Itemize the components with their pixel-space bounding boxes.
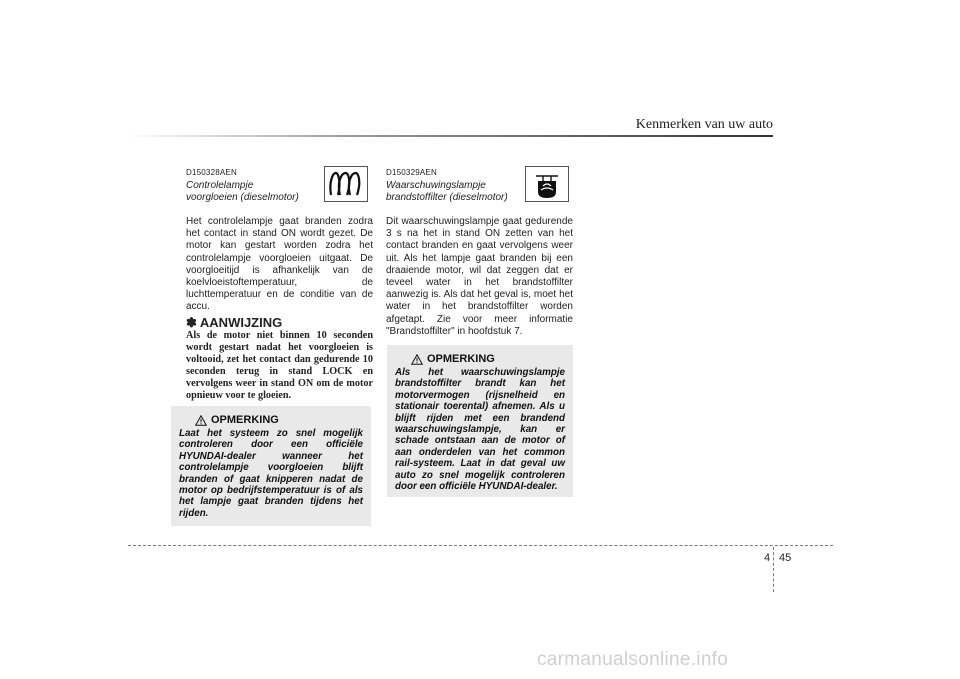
footer-rule [128,545,833,546]
section-code: D150328AEN [186,168,237,177]
page-header-title: Kenmerken van uw auto [635,117,773,132]
section-subtitle-line: brandstoffilter (dieselmotor) [386,192,508,203]
glow-plug-icon [324,166,368,202]
caution-text: Laat het systeem zo snel mogelijk controleren door een officiële HYUNDAI-dealer wanneer het controlelampje voorgloeien blijft branden of gaat knipperen nadat de motor op bedrijfstemperatuur is of als het lampje gaat branden tijdens het rijden. [179,428,363,519]
page-number-separator [773,547,774,592]
note-heading-label: AANWIJZING [199,315,283,330]
section-subtitle-line: Waarschuwingslampje [386,180,486,191]
fuel-filter-icon [525,166,569,202]
note-body: Als de motor niet binnen 10 seconden wordt gestart nadat het voorgloeien is voltooid, zet het contact dan gedurende 10 seconden terug in stand LOCK en vervolgens weer in stand ON om de motor opnieuw voor te gloeien. [186,330,373,402]
page-number: 45 [779,552,792,564]
caution-head [195,414,363,426]
section-subtitle-line: Controlelampje [186,180,254,191]
header-rule [128,135,773,137]
caution-title: OPMERKING [427,353,495,365]
section-body: Dit waarschuwingslampje gaat gedurende 3 s na het in stand ON zetten van het contact branden en gaat vervolgens weer uit. Als het lampje gaat branden bij een draaiende motor, wil dat zeggen dat er teveel water in het brandstoffilter aanwezig is. Als dat het geval is, moet het water in het brandstoffilter worden afgetapt. Zie voor meer informatie "Brandstoffilter" in hoofdstuk 7. [386,216,573,337]
chapter-number: 4 [764,552,771,564]
warning-triangle-icon [195,415,207,426]
watermark: carmanualsonline.info [537,649,729,670]
caution-box [171,406,371,526]
section-subtitle-line: voorgloeien (dieselmotor) [186,192,299,203]
note-heading [186,315,376,331]
section-body: Het controlelampje gaat branden zodra het contact in stand ON wordt gezet. De motor kan gestart worden zodra het controlelampje voorgloeien uitgaat. De voorgloeitijd is afhankelijk van de koelvloeistoftemperatuur, de luchttemperatuur en de conditie van de accu. [186,216,373,313]
caution-text: Als het waarschuwingslampje brandstoffilter brandt kan het motorvermogen (rijsnelheid en stationair toerental) afnemen. Als u blijft rijden met een brandend waarschuwingslampje, kan er schade ontstaan aan de motor of aan onderdelen van het common rail-systeem. Laat in dat geval uw auto zo snel mogelijk controleren door een officiële HYUNDAI-dealer. [395,367,565,493]
caution-head [411,353,565,365]
section-code: D150329AEN [386,168,437,177]
caution-title: OPMERKING [211,414,279,426]
warning-triangle-icon [411,354,423,365]
note-symbol: ✽ [186,315,197,330]
caution-box [387,345,573,497]
